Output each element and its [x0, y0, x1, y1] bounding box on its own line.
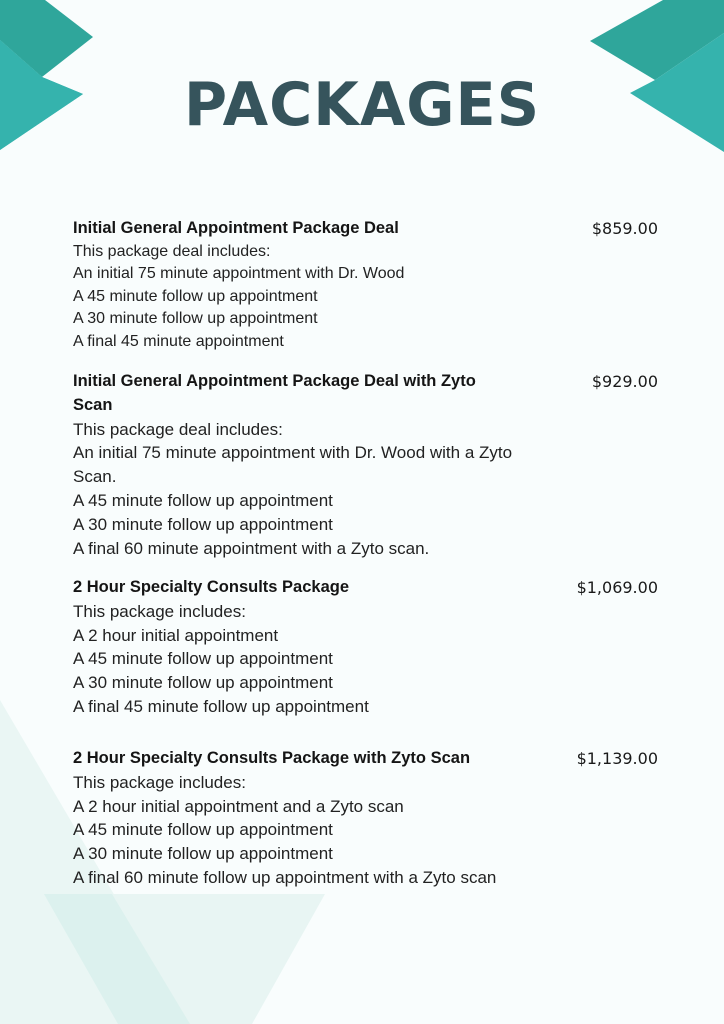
package-description-line: A 45 minute follow up appointment	[73, 820, 333, 840]
package-item	[73, 370, 658, 560]
package-description-line: An initial 75 minute appointment with Dr. Wood with a Zyto Scan.	[73, 443, 513, 487]
package-item	[73, 576, 658, 719]
package-description-line: A 45 minute follow up appointment	[73, 649, 333, 669]
package-description-line: A 30 minute follow up appointment	[73, 673, 333, 693]
package-item	[73, 747, 658, 890]
page-title: PACKAGES	[183, 70, 541, 140]
package-description-line: A final 45 minute follow up appointment	[73, 696, 369, 716]
package-price: $1,139.00	[576, 749, 658, 768]
package-description-line: A 2 hour initial appointment	[73, 625, 279, 645]
package-price: $859.00	[591, 219, 658, 238]
package-description-line: This package includes:	[73, 772, 246, 792]
package-price: $1,069.00	[576, 578, 658, 597]
package-price: $929.00	[591, 372, 658, 391]
package-name: 2 Hour Specialty Consults Package	[73, 578, 350, 596]
package-item	[73, 217, 658, 353]
package-description-line: This package deal includes:	[73, 419, 283, 439]
package-description-line: This package includes:	[73, 601, 246, 621]
package-description-line: A 2 hour initial appointment and a Zyto scan	[73, 796, 404, 816]
package-description-line: A 30 minute follow up appointment	[73, 310, 318, 327]
package-description-line: A 30 minute follow up appointment	[73, 844, 333, 864]
package-description-line: A final 60 minute follow up appointment with a Zyto scan	[73, 867, 497, 887]
package-description-line: This package deal includes:	[73, 242, 271, 260]
package-description-line: A final 45 minute appointment	[73, 332, 284, 350]
package-name: Initial General Appointment Package Deal	[73, 219, 399, 237]
package-name: Initial General Appointment Package Deal with Zyto Scan	[73, 372, 476, 414]
package-name: 2 Hour Specialty Consults Package with Zyto Scan	[73, 749, 471, 767]
package-description-line: A 45 minute follow up appointment	[73, 490, 333, 510]
package-description-line: An initial 75 minute appointment with Dr. Wood	[73, 265, 405, 282]
package-description-line: A 45 minute follow up appointment	[73, 287, 318, 305]
package-description-line: A 30 minute follow up appointment	[73, 514, 333, 534]
package-description-line: A final 60 minute appointment with a Zyto scan.	[73, 538, 430, 558]
